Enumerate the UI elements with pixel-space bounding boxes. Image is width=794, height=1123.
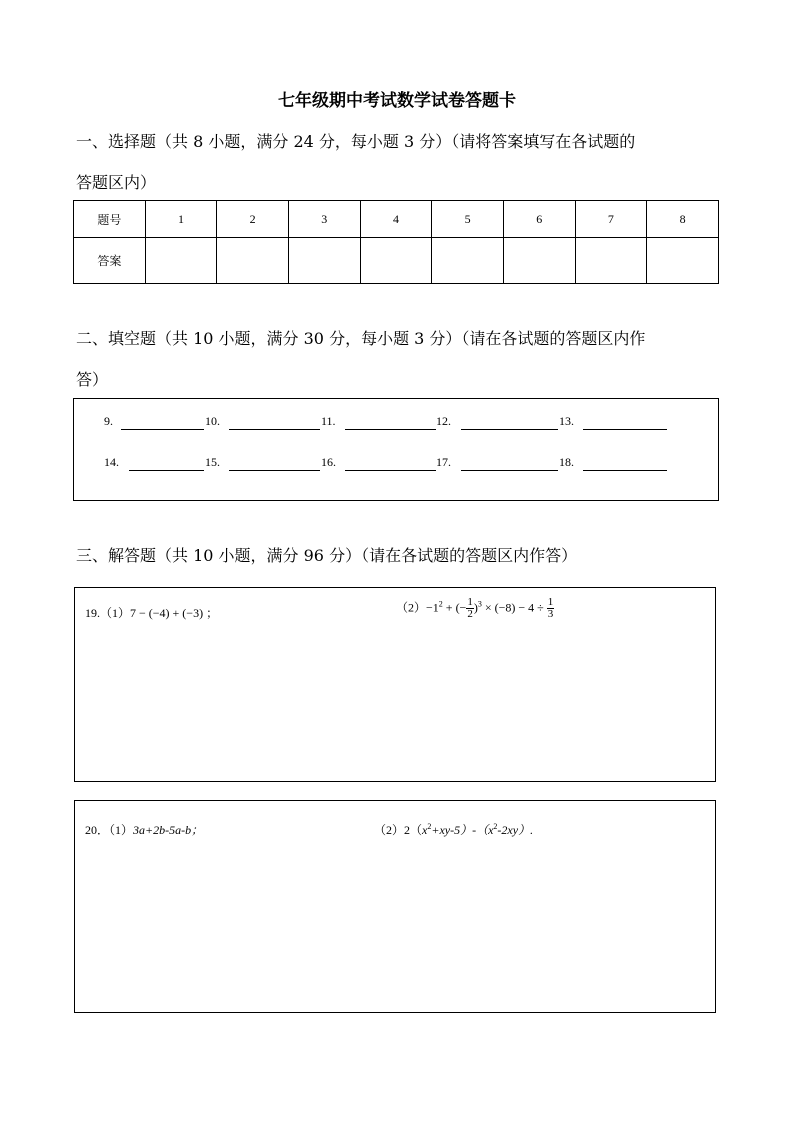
answer-cell[interactable] [288,238,360,284]
question-20-label: 20．（1） [85,823,134,837]
question-19-label: 19.（1） [85,606,131,620]
blank-label: 12. [436,414,451,428]
fraction-numerator: 1 [467,596,473,608]
answer-blank[interactable] [129,470,204,471]
fraction-denominator: 3 [547,608,554,620]
variable-x: x [422,823,428,837]
question-19-part1-expression: 7 − (−4) + (−3) ； [130,606,219,620]
blank-label: 18. [559,455,574,469]
answer-row [74,238,719,284]
answer-cell[interactable] [503,238,575,284]
answer-cell[interactable] [647,238,719,284]
exponent: 2 [438,599,443,609]
fraction-one-half [466,597,474,620]
blank-label: 11. [321,414,336,428]
question-number-cell: 5 [432,201,504,238]
answer-blank[interactable] [229,470,320,471]
blank-label: 10. [205,414,220,428]
answer-cell[interactable] [360,238,432,284]
section3-heading: 三、解答题（共 10 小题，满分 96 分）（请在各试题的答题区内作答） [76,546,578,565]
fraction-denominator: 2 [467,608,473,620]
question-number-cell: 6 [503,201,575,238]
answer-blank[interactable] [461,470,558,471]
question-number-cell: 1 [145,201,217,238]
fraction-one-third [547,597,555,620]
exponent: 2 [493,822,498,831]
answer-blank[interactable] [345,429,436,430]
question-number-cell: 4 [360,201,432,238]
answer-blank[interactable] [229,429,320,430]
expr-term: + (− [442,600,467,615]
blank-label: 17. [436,455,451,469]
fraction-numerator: 1 [547,596,554,608]
section2-heading-cont: 答） [76,370,109,389]
expr-term: × (−8) − 4 ÷ [481,600,547,615]
question-number-cell: 8 [647,201,719,238]
question-number-cell: 7 [575,201,647,238]
answer-cell[interactable] [217,238,289,284]
answer-blank[interactable] [121,429,204,430]
question-19-part2 [396,597,554,620]
blank-label: 15. [205,455,220,469]
question-number-cell: 2 [217,201,289,238]
question-20-part1 [85,821,203,838]
blank-label: 9. [104,414,113,428]
answer-cell[interactable] [145,238,217,284]
answer-blank[interactable] [583,470,667,471]
blank-label: 14. [104,455,119,469]
question-number-cell: 3 [288,201,360,238]
variable-x: x [488,823,494,837]
question-number-header: 题号 [74,201,146,238]
question-20-part2 [374,821,533,838]
answer-blank[interactable] [345,470,436,471]
question-20-part1-expression: 3a+2b-5a-b； [133,823,204,837]
exponent: 2 [427,822,432,831]
answer-blank[interactable] [461,429,558,430]
exponent: 3 [477,599,482,609]
question-number-row [74,201,719,238]
expr-term: +xy-5）-（ [431,823,489,837]
expr-term: −1 [426,600,439,615]
question-20-part2-label: （2）2（ [374,823,423,837]
blank-label: 16. [321,455,336,469]
answer-cell[interactable] [575,238,647,284]
multiple-choice-answer-table [73,200,719,284]
expr-term: -2xy）. [497,823,534,837]
question-19-part1 [85,604,218,621]
blank-label: 13. [559,414,574,428]
answer-cell[interactable] [432,238,504,284]
fill-in-answer-box [73,398,719,501]
section1-heading-cont: 答题区内） [76,173,157,192]
question-19-part2-label: （2） [396,600,427,615]
answer-header: 答案 [74,238,146,284]
section1-heading: 一、选择题（共 8 小题，满分 24 分，每小题 3 分）（请将答案填写在各试题的 [76,132,636,151]
section2-heading: 二、填空题（共 10 小题，满分 30 分，每小题 3 分）（请在各试题的答题区内作 [76,329,646,348]
expr-term: ) [473,600,478,615]
answer-blank[interactable] [583,429,667,430]
page-title: 七年级期中考试数学试卷答题卡 [278,91,516,111]
